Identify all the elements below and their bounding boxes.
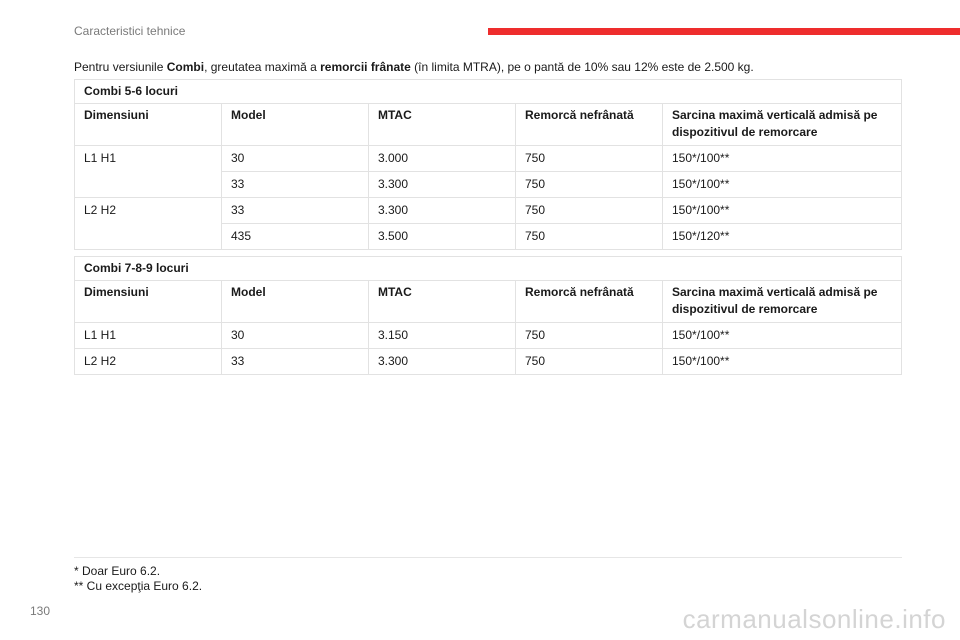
- cell-model: 33: [222, 198, 369, 224]
- intro-text-1: Pentru versiunile: [74, 60, 167, 74]
- header-mtac: MTAC: [369, 104, 516, 146]
- header-sarcina-maxima: Sarcina maximă verticală admisă pe dispozitivul de remorcare: [663, 281, 902, 323]
- table-title: Combi 5-6 locuri: [75, 80, 902, 104]
- table-row: [75, 323, 902, 349]
- footnote-1: * Doar Euro 6.2.: [74, 564, 161, 578]
- cell-dimension: L2 H2: [75, 198, 222, 224]
- header-model: Model: [222, 104, 369, 146]
- table-header-row: [75, 281, 902, 323]
- page-number: 130: [30, 604, 51, 618]
- intro-bold-combi: Combi: [166, 60, 205, 74]
- table-row: [75, 146, 902, 172]
- header-accent-bar: [488, 28, 960, 35]
- intro-text-3: (în limita MTRA), pe o pantă de 10% sau 12% este de 2.500 kg.: [410, 60, 754, 74]
- cell-mtac: 3.300: [369, 198, 516, 224]
- table-row: [75, 198, 902, 224]
- cell-mtac: 3.000: [369, 146, 516, 172]
- cell-trailer: 750: [516, 172, 663, 198]
- intro-text-2: , greutatea maximă a: [204, 60, 321, 74]
- header-dimensiuni: Dimensiuni: [75, 104, 222, 146]
- footnote-divider: [74, 557, 902, 558]
- header-remorca-nefranata: Remorcă nefrânată: [516, 104, 663, 146]
- cell-mtac: 3.300: [369, 172, 516, 198]
- cell-dimension-empty: [75, 172, 222, 198]
- table-row: [75, 349, 902, 375]
- watermark: carmanualsonline.info: [682, 604, 946, 634]
- cell-mtac: 3.150: [369, 323, 516, 349]
- cell-trailer: 750: [516, 349, 663, 375]
- header-remorca-nefranata: Remorcă nefrânată: [516, 281, 663, 323]
- cell-mtac: 3.300: [369, 349, 516, 375]
- table-row: [75, 172, 902, 198]
- intro-bold-trailer: remorcii frânate: [320, 60, 411, 74]
- footnotes: [74, 564, 202, 594]
- cell-trailer: 750: [516, 323, 663, 349]
- cell-trailer: 750: [516, 198, 663, 224]
- footnote-2: ** Cu excepţia Euro 6.2.: [74, 579, 203, 593]
- cell-dimension-empty: [75, 224, 222, 250]
- section-title: Caracteristici tehnice: [74, 24, 186, 38]
- cell-model: 435: [222, 224, 369, 250]
- table-title: Combi 7-8-9 locuri: [75, 257, 902, 281]
- cell-load: 150*/100**: [663, 146, 902, 172]
- cell-model: 30: [222, 146, 369, 172]
- cell-mtac: 3.500: [369, 224, 516, 250]
- cell-dimension: L1 H1: [75, 323, 222, 349]
- header-model: Model: [222, 281, 369, 323]
- cell-model: 33: [222, 349, 369, 375]
- cell-model: 33: [222, 172, 369, 198]
- header-dimensiuni: Dimensiuni: [75, 281, 222, 323]
- cell-load: 150*/120**: [663, 224, 902, 250]
- cell-load: 150*/100**: [663, 172, 902, 198]
- cell-load: 150*/100**: [663, 323, 902, 349]
- table-header-row: [75, 104, 902, 146]
- cell-load: 150*/100**: [663, 349, 902, 375]
- cell-dimension: L2 H2: [75, 349, 222, 375]
- intro-paragraph: [74, 60, 904, 75]
- cell-trailer: 750: [516, 224, 663, 250]
- table-combi-5-6: [74, 79, 902, 250]
- header-mtac: MTAC: [369, 281, 516, 323]
- cell-model: 30: [222, 323, 369, 349]
- cell-dimension: L1 H1: [75, 146, 222, 172]
- cell-load: 150*/100**: [663, 198, 902, 224]
- table-row: [75, 224, 902, 250]
- table-combi-7-8-9: [74, 256, 902, 375]
- header-sarcina-maxima: Sarcina maximă verticală admisă pe dispozitivul de remorcare: [663, 104, 902, 146]
- cell-trailer: 750: [516, 146, 663, 172]
